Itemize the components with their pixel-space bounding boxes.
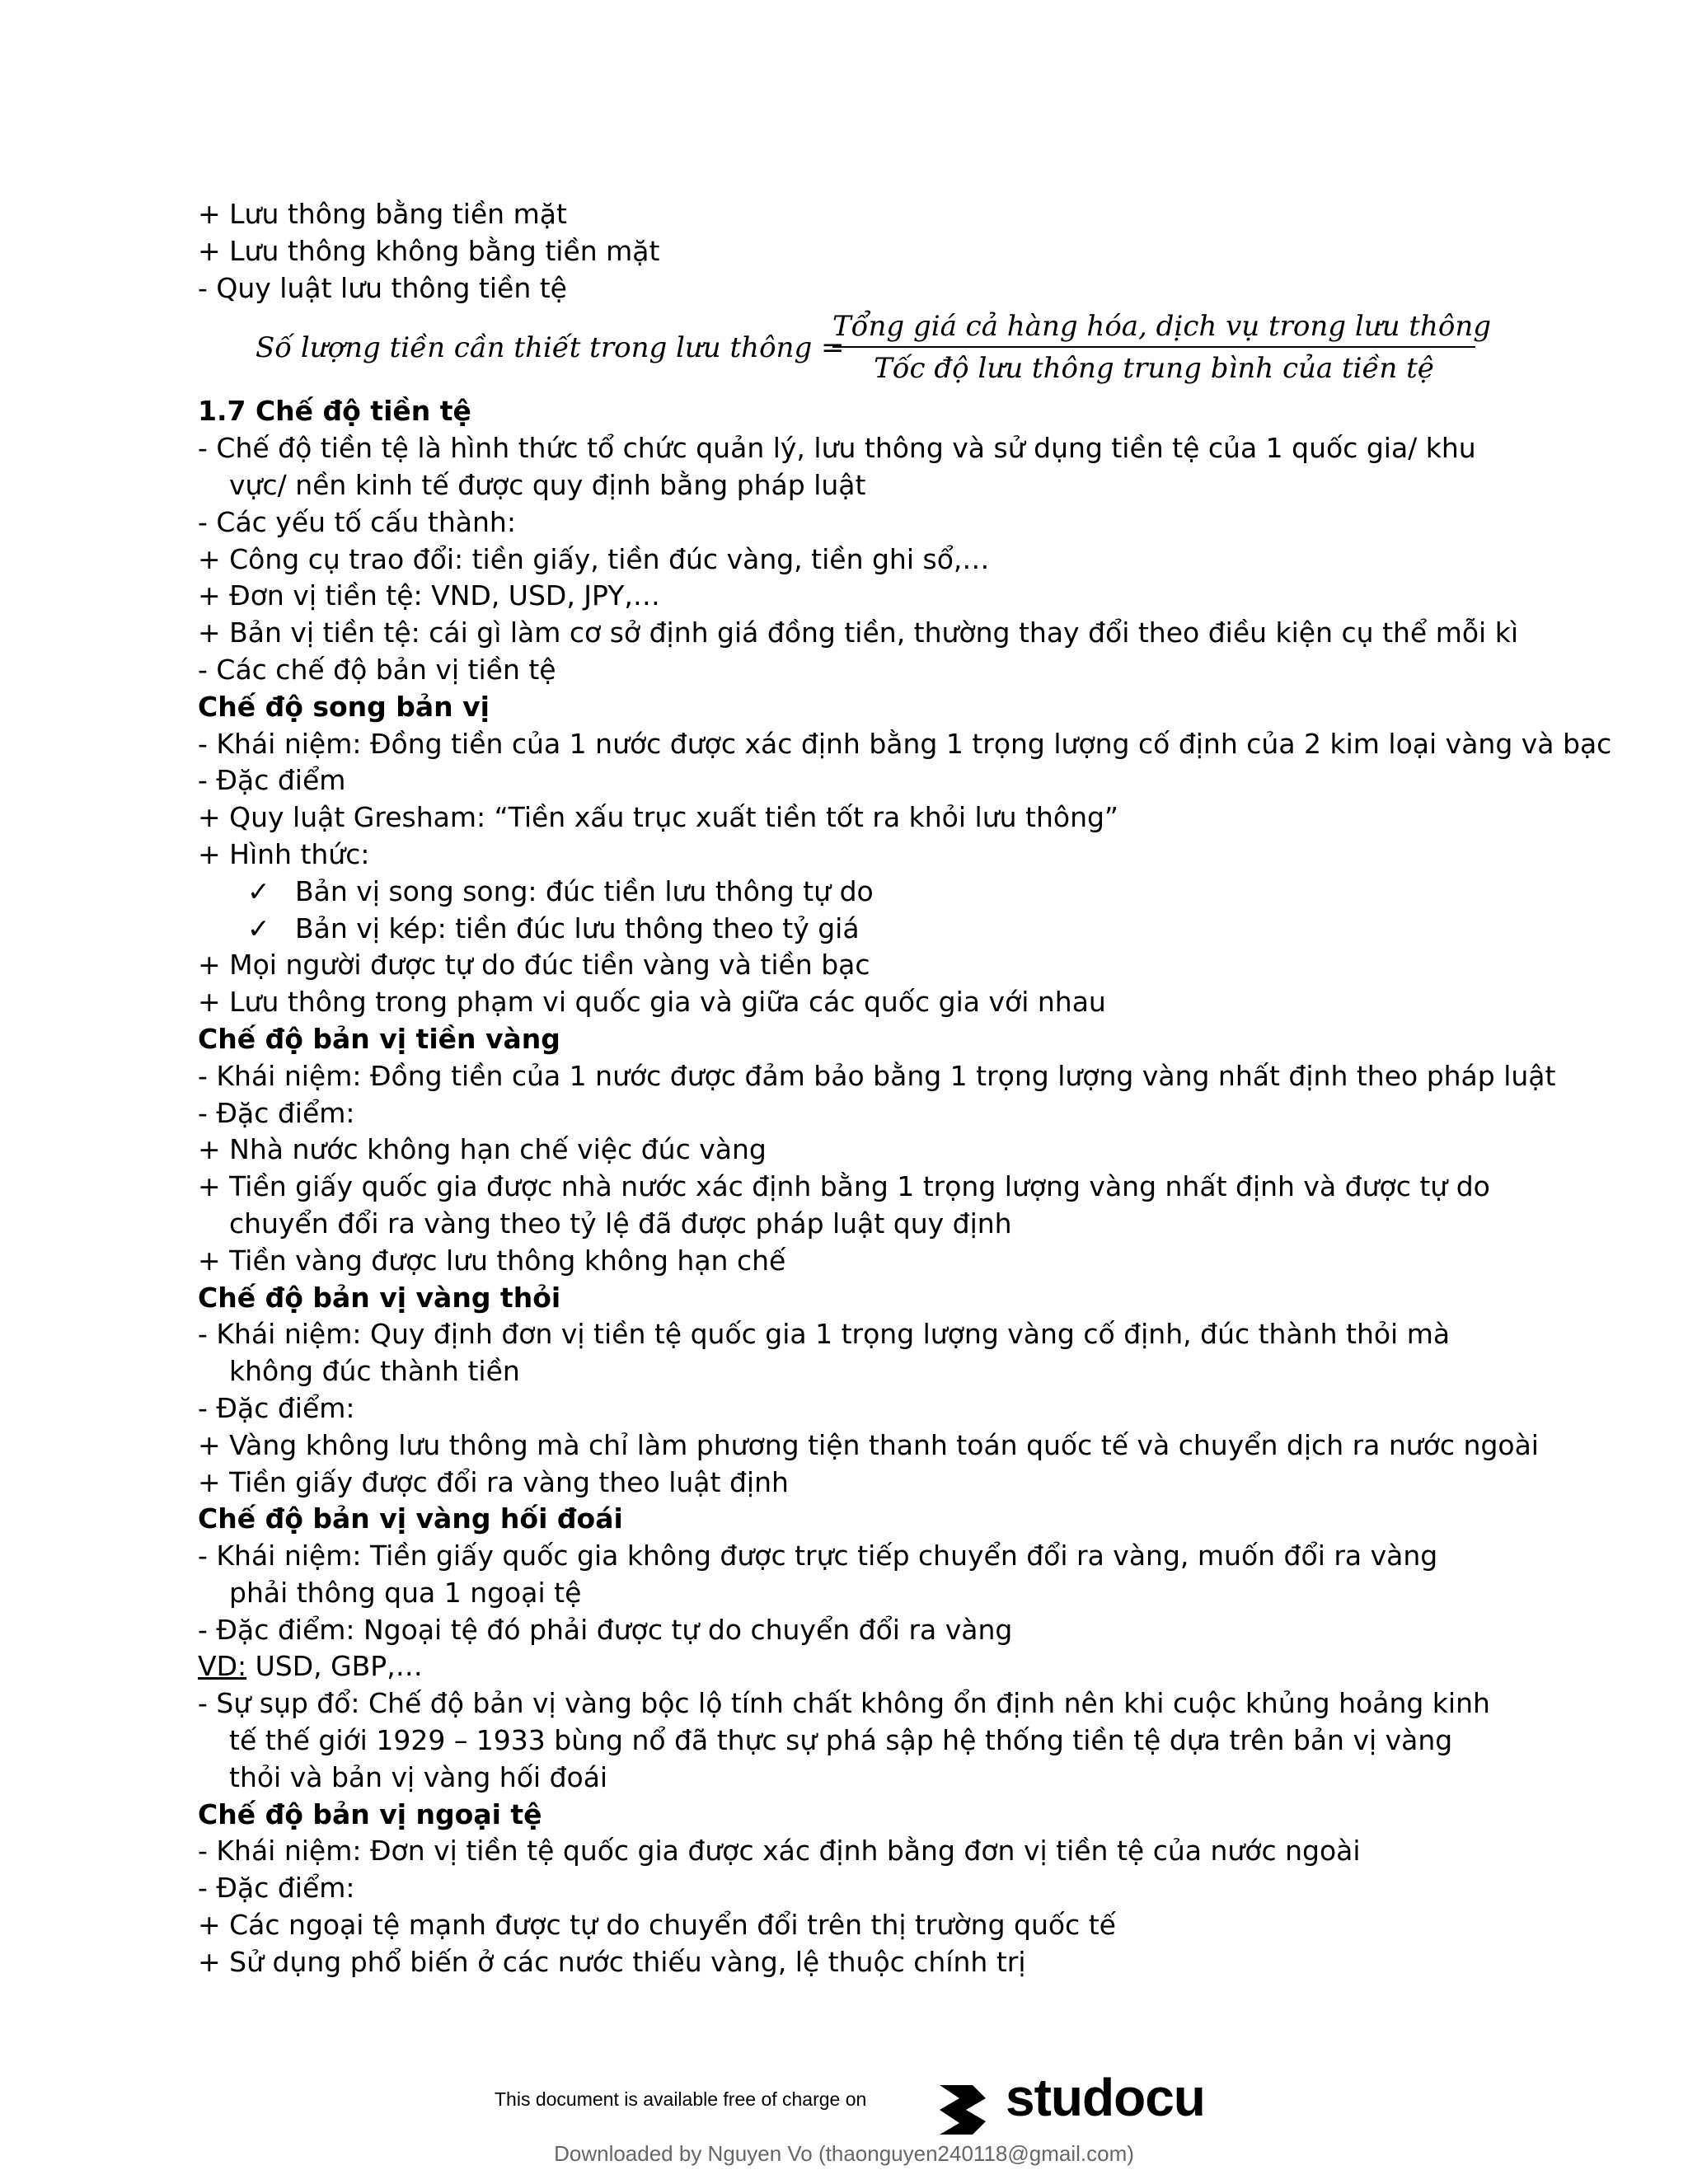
line-text: Chế độ song bản vị xyxy=(198,690,490,723)
line-text: + Tiền vàng được lưu thông không hạn chế xyxy=(198,1244,786,1277)
document-body xyxy=(198,196,1612,1981)
intro-lines xyxy=(198,196,1500,307)
line-text: - Sự sụp đổ: Chế độ bản vị vàng bộc lộ tính chất không ổn định nên khi cuộc khủng hoảng kinh tế thế giới 1929 – 1933 bùng nổ đã thực sự phá sập hệ thống tiền tệ dựa trên bản vị vàng thỏi và bản vị vàng hối đoái xyxy=(198,1687,1490,1793)
section-heading xyxy=(198,1797,1500,1834)
line-text: Bản vị song song: đúc tiền lưu thông tự do xyxy=(295,874,874,907)
line-text: - Khái niệm: Đơn vị tiền tệ quốc gia được xác định bằng đơn vị tiền tệ của nước ngoài xyxy=(198,1835,1361,1868)
text-line xyxy=(198,430,1500,504)
text-line xyxy=(198,1095,1500,1132)
line-text: - Đặc điểm: Ngoại tệ đó phải được tự do chuyển đổi ra vàng xyxy=(198,1613,1013,1646)
text-line xyxy=(198,1833,1500,1870)
formula-fraction xyxy=(832,307,1491,389)
text-line xyxy=(198,1427,1539,1465)
text-line xyxy=(198,1907,1500,1944)
text-line xyxy=(198,947,1500,984)
text-line: + Lưu thông không bằng tiền mặt xyxy=(198,234,660,267)
line-text: + Tiền giấy quốc gia được nhà nước xác định bằng 1 trọng lượng vàng nhất định và được tự do chuyển đổi ra vàng theo tỷ lệ đã được pháp luật quy định xyxy=(198,1170,1490,1240)
text-line xyxy=(198,1870,1500,1907)
text-line xyxy=(198,1465,1500,1502)
line-text: Chế độ bản vị ngoại tệ xyxy=(198,1797,542,1830)
line-text: 1.7 Chế độ tiền tệ xyxy=(198,395,471,428)
line-text: + Đơn vị tiền tệ: VND, USD, JPY,… xyxy=(198,579,660,612)
line-text: + Bản vị tiền tệ: cái gì làm cơ sở định giá đồng tiền, thường thay đổi theo điều kiện cụ thể mỗi kì xyxy=(198,616,1518,649)
text-line xyxy=(198,799,1500,837)
formula-lhs: Số lượng tiền cần thiết trong lưu thông = xyxy=(256,331,845,365)
text-line xyxy=(198,1169,1500,1243)
text-line xyxy=(198,1538,1500,1612)
line-text: Chế độ bản vị vàng thỏi xyxy=(198,1281,561,1314)
line-text: - Khái niệm: Đồng tiền của 1 nước được đảm bảo bằng 1 trọng lượng vàng nhất định theo pháp luật xyxy=(198,1059,1556,1092)
text-line xyxy=(198,1058,1556,1095)
text-line xyxy=(198,762,1500,799)
line-text: Chế độ bản vị vàng hối đoái xyxy=(198,1502,623,1535)
line-text: Chế độ bản vị tiền vàng xyxy=(198,1022,560,1055)
section-heading xyxy=(198,393,1500,430)
line-text: + Hình thức: xyxy=(198,837,370,870)
text-line: - Quy luật lưu thông tiền tệ xyxy=(198,271,567,304)
text-line xyxy=(198,1132,1500,1169)
studocu-banner xyxy=(0,2070,1688,2136)
section-heading xyxy=(198,1021,1500,1058)
text-line xyxy=(198,984,1500,1021)
text-line xyxy=(198,652,1500,689)
line-text: + Công cụ trao đổi: tiền giấy, tiền đúc vàng, tiền ghi sổ,… xyxy=(198,542,990,575)
checkmark-icon: ✓ xyxy=(247,874,270,907)
line-text: - Đặc điểm: xyxy=(198,1872,355,1905)
line-text: - Đặc điểm: xyxy=(198,1391,355,1424)
text-line xyxy=(198,837,1500,874)
line-text: + Sử dụng phổ biến ở các nước thiếu vàng, lệ thuộc chính trị xyxy=(198,1945,1026,1978)
example-label: VD: xyxy=(198,1650,247,1683)
line-text: - Các chế độ bản vị tiền tệ xyxy=(198,653,556,686)
studocu-logo-icon xyxy=(930,2077,996,2143)
text-line xyxy=(198,1316,1500,1390)
studocu-brand: studocu xyxy=(1006,2068,1205,2127)
line-text: + Lưu thông trong phạm vi quốc gia và giữa các quốc gia với nhau xyxy=(198,986,1106,1019)
main-lines xyxy=(198,393,1612,1980)
text-line xyxy=(198,726,1612,763)
line-text: + Mọi người được tự do đúc tiền vàng và tiền bạc xyxy=(198,949,870,982)
text-line xyxy=(198,1648,1500,1685)
line-text: - Khái niệm: Quy định đơn vị tiền tệ quốc gia 1 trọng lượng vàng cố định, đúc thành thỏi mà không đúc thành tiền xyxy=(198,1318,1451,1388)
line-text: USD, GBP,… xyxy=(255,1650,423,1683)
checklist-item xyxy=(198,911,1500,948)
line-text: + Nhà nước không hạn chế việc đúc vàng xyxy=(198,1133,767,1166)
text-line xyxy=(198,1390,1500,1427)
text-line xyxy=(198,1944,1500,1981)
section-heading xyxy=(198,1501,1500,1538)
line-text: + Tiền giấy được đổi ra vàng theo luật định xyxy=(198,1465,789,1498)
text-line xyxy=(198,615,1518,652)
line-text: - Đặc điểm xyxy=(198,764,346,797)
section-heading xyxy=(198,689,1500,726)
line-text: - Khái niệm: Đồng tiền của 1 nước được xác định bằng 1 trọng lượng cố định của 2 kim loại vàng và bạc xyxy=(198,727,1612,760)
formula-numerator: Tổng giá cả hàng hóa, dịch vụ trong lưu thông xyxy=(832,307,1475,348)
line-text: Bản vị kép: tiền đúc lưu thông theo tỷ giá xyxy=(295,912,860,944)
line-text: - Khái niệm: Tiền giấy quốc gia không được trực tiếp chuyển đổi ra vàng, muốn đổi ra vàng phải thông qua 1 ngoại tệ xyxy=(198,1540,1438,1609)
checklist-item xyxy=(198,874,1500,911)
text-line xyxy=(198,1685,1500,1796)
text-line xyxy=(198,504,1500,541)
text-line xyxy=(198,578,1500,615)
section-heading xyxy=(198,1280,1500,1317)
availability-text: This document is available free of charge on xyxy=(495,2088,867,2110)
download-info: Downloaded by Nguyen Vo (thaonguyen240118@gmail.com) xyxy=(554,2141,1134,2166)
text-line xyxy=(198,1612,1500,1649)
formula-denominator: Tốc độ lưu thông trung bình của tiền tệ xyxy=(874,352,1434,386)
text-line: + Lưu thông bằng tiền mặt xyxy=(198,198,567,230)
line-text: + Các ngoại tệ mạnh được tự do chuyển đổi trên thị trường quốc tế xyxy=(198,1909,1116,1942)
line-text: - Các yếu tố cấu thành: xyxy=(198,505,516,538)
line-text: + Vàng không lưu thông mà chỉ làm phương tiện thanh toán quốc tế và chuyển dịch ra nước ngoài xyxy=(198,1428,1539,1461)
checkmark-icon: ✓ xyxy=(247,912,270,944)
text-line xyxy=(198,1243,1500,1280)
line-text: + Quy luật Gresham: “Tiền xấu trục xuất tiền tốt ra khỏi lưu thông” xyxy=(198,801,1119,834)
line-text: - Chế độ tiền tệ là hình thức tổ chức quản lý, lưu thông và sử dụng tiền tệ của 1 quốc gia/ khu vực/ nền kinh tế được quy định bằng pháp luật xyxy=(198,432,1476,501)
line-text: - Đặc điểm: xyxy=(198,1096,355,1129)
money-quantity-formula xyxy=(198,307,1500,393)
text-line xyxy=(198,541,1500,579)
